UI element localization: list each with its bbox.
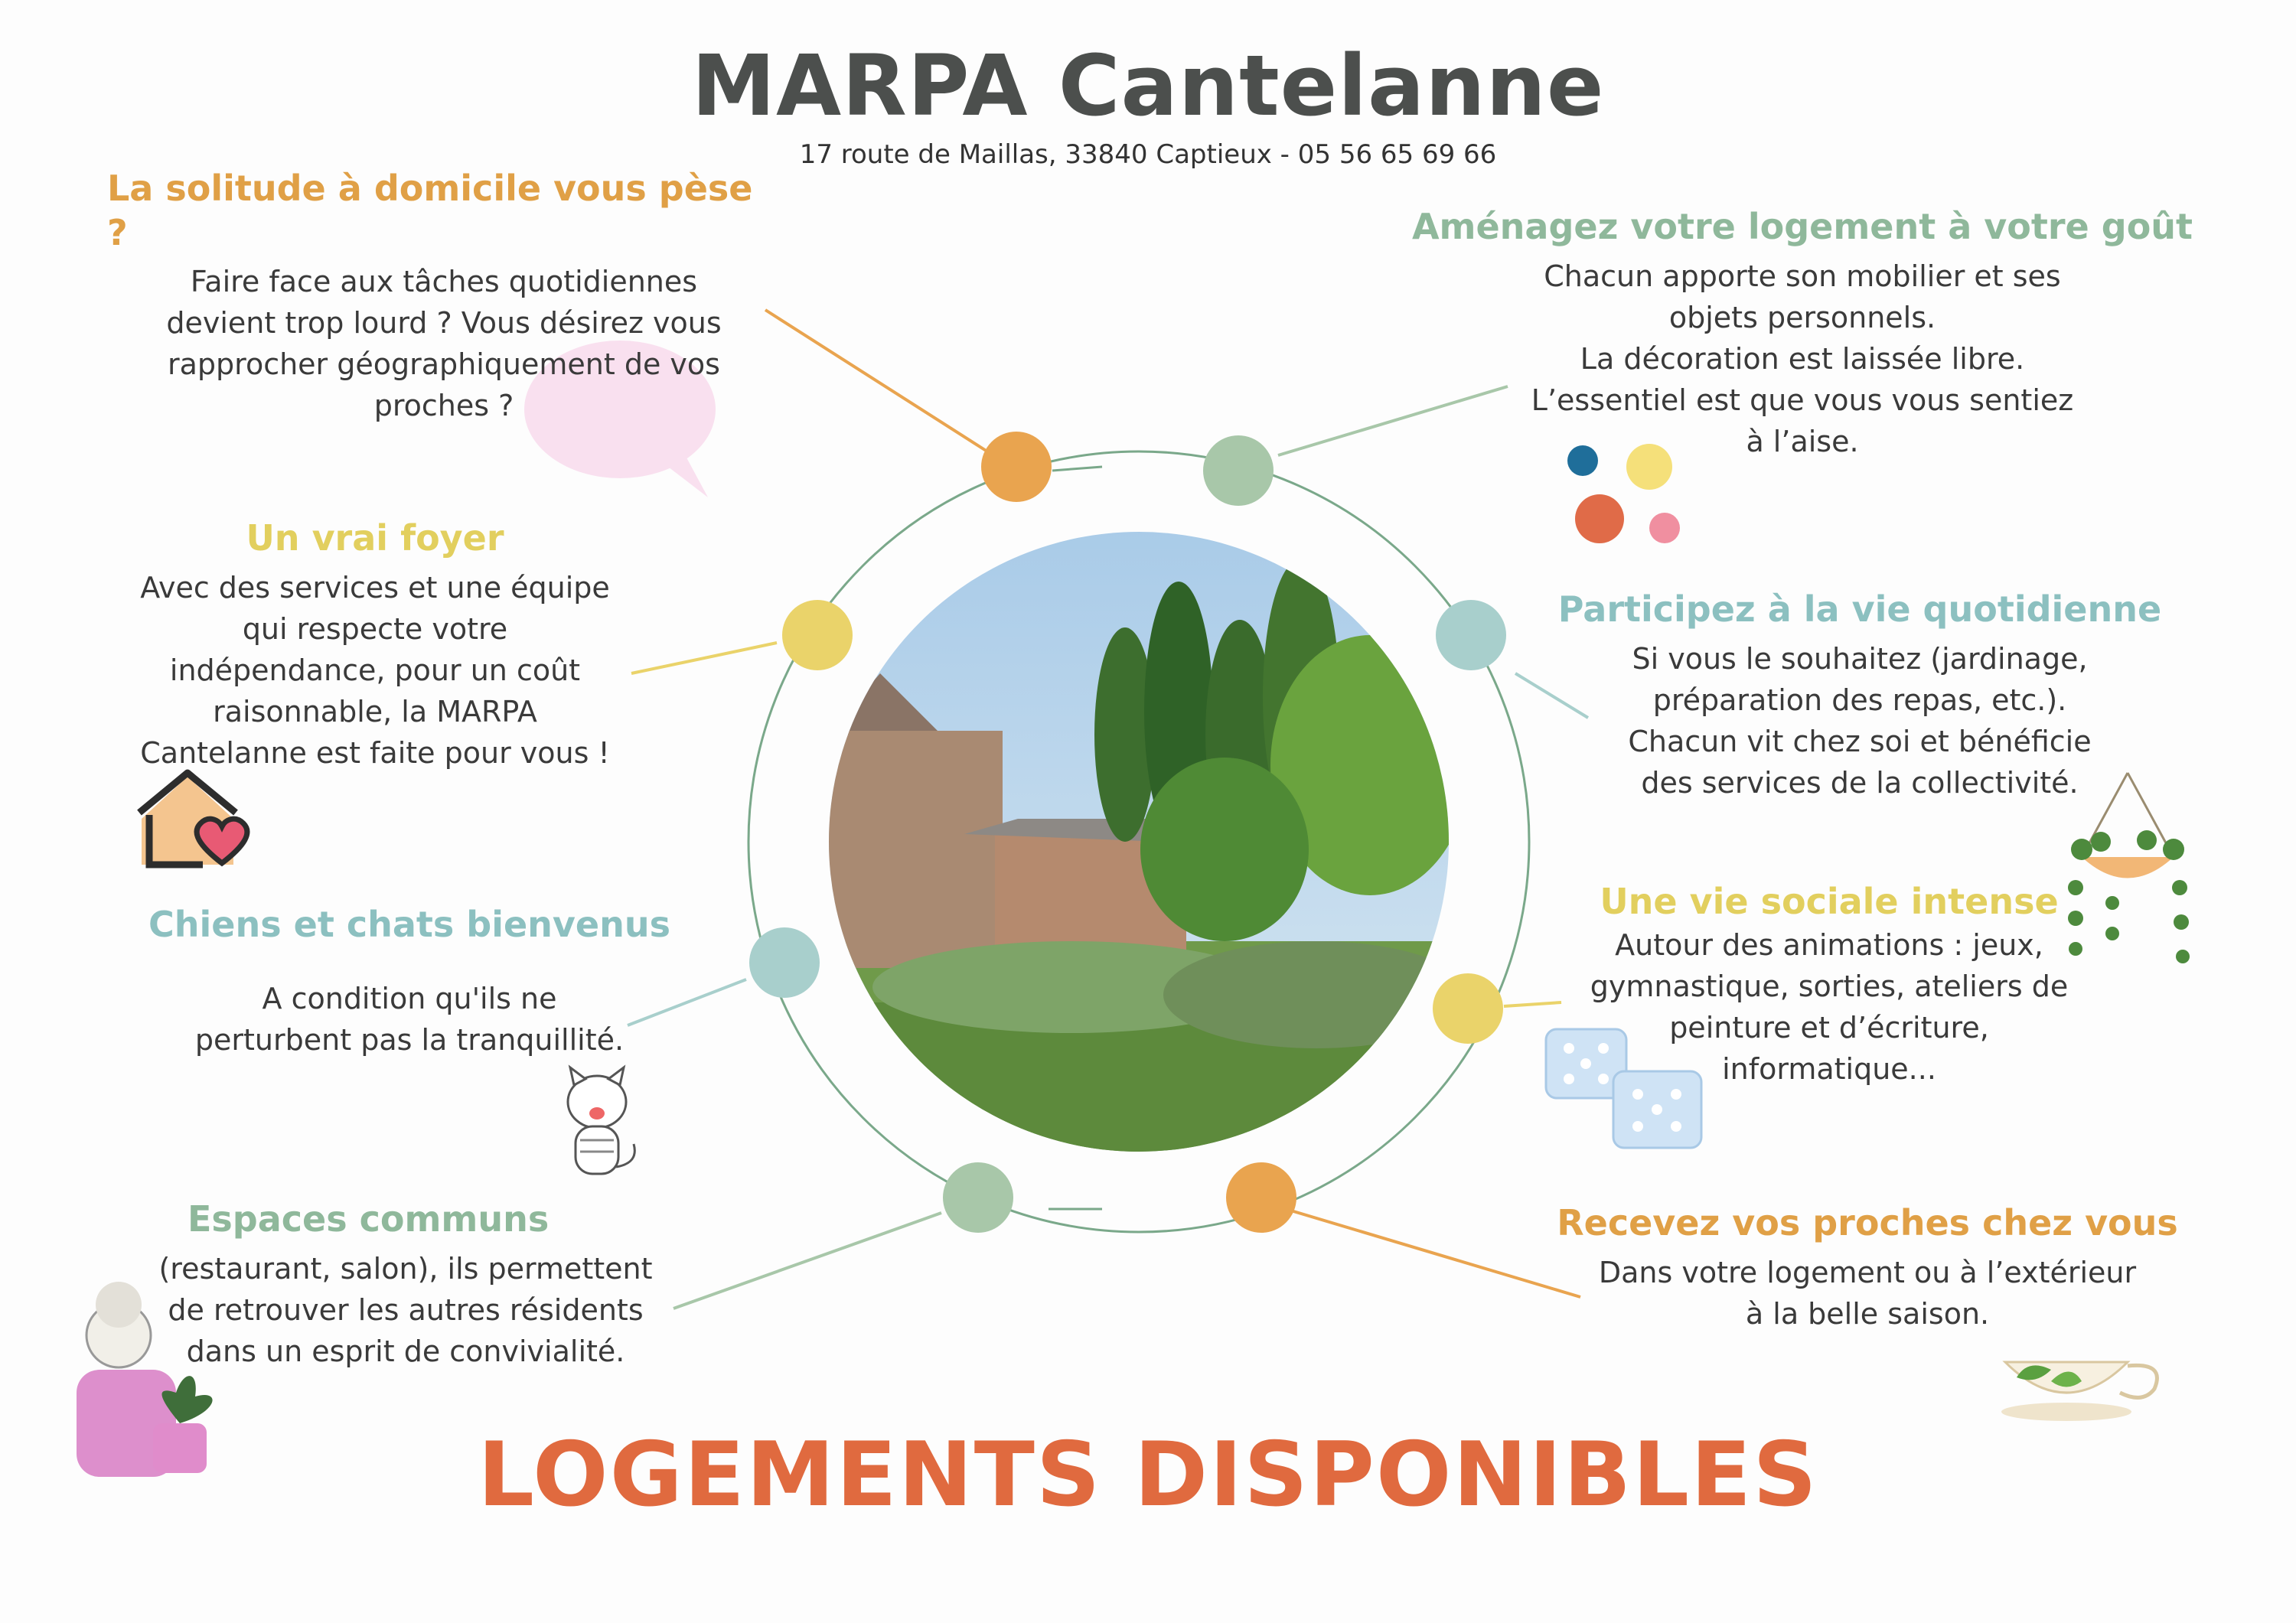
node-sociale (1433, 973, 1503, 1044)
line: qui respecte votre (242, 611, 508, 646)
line: (restaurant, salon), ils permettent (158, 1251, 653, 1286)
section-solitude (107, 167, 781, 426)
line: A condition qu'ils ne (262, 981, 557, 1015)
section-heading: Espaces communs (188, 1198, 550, 1240)
line: indépendance, pour un coût (169, 653, 581, 687)
line: gymnastique, sorties, ateliers de (1590, 969, 2069, 1003)
line: à l’aise. (1746, 424, 1859, 458)
section-heading: Participez à la vie quotidienne (1557, 588, 2162, 630)
line: informatique... (1722, 1051, 1936, 1086)
line: raisonnable, la MARPA (213, 694, 537, 728)
line: devient trop lourd ? Vous désirez vous (166, 306, 722, 340)
line: objets personnels. (1668, 300, 1936, 334)
section-foyer (92, 517, 658, 774)
line: Chacun vit chez soi et bénéficie (1628, 724, 2092, 758)
line: proches ? (373, 389, 514, 422)
home-heart-icon (139, 773, 247, 865)
line: des services de la collectivité. (1641, 765, 2079, 800)
line: Avec des services et une équipe (140, 570, 610, 605)
section-amenagez (1401, 205, 2204, 462)
page-title: MARPA Cantelanne (691, 37, 1605, 135)
line: à la belle saison. (1745, 1296, 1990, 1331)
line: préparation des repas, etc.). (1652, 683, 2067, 717)
section-heading: Une vie sociale intense (1600, 881, 2059, 922)
address: 17 route de Maillas, 33840 Captieux - 05 56 65 69 66 (799, 139, 1497, 170)
node-participez (1436, 600, 1506, 670)
line: dans un esprit de convivialité. (186, 1334, 625, 1368)
node-recevez (1226, 1162, 1296, 1233)
node-animaux (749, 927, 820, 998)
cat-icon (568, 1067, 634, 1174)
section-recevez (1523, 1201, 2212, 1335)
node-amenagez (1203, 435, 1274, 506)
footer-banner: LOGEMENTS DISPONIBLES (478, 1423, 1818, 1527)
section-heading: Chiens et chats bienvenus (148, 904, 670, 945)
line: de retrouver les autres résidents (168, 1292, 644, 1327)
section-animaux (115, 903, 704, 1061)
line: Chacun apporte son mobilier et ses (1544, 259, 2061, 293)
node-espaces (943, 1162, 1013, 1233)
section-participez (1538, 588, 2181, 803)
building-photo (827, 528, 1469, 1155)
line: Autour des animations : jeux, (1615, 927, 2043, 962)
section-heading: La solitude à domicile vous pèse ? (107, 168, 753, 253)
section-heading: Un vrai foyer (246, 517, 504, 559)
node-solitude (981, 432, 1052, 502)
section-heading: Aménagez votre logement à votre goût (1411, 206, 2193, 247)
line: L’essentiel est que vous vous sentiez (1531, 383, 2074, 417)
section-espaces (130, 1198, 681, 1372)
section-sociale (1561, 880, 2097, 1090)
line: Cantelanne est faite pour vous ! (140, 735, 610, 770)
section-heading: Recevez vos proches chez vous (1557, 1202, 2178, 1243)
line: peinture et d’écriture, (1669, 1010, 1989, 1045)
line: Faire face aux tâches quotidiennes (190, 265, 698, 298)
node-foyer (782, 600, 853, 670)
line: rapprocher géographiquement de vos (168, 347, 720, 381)
tea-cup-icon (2001, 1362, 2157, 1421)
line: La décoration est laissée libre. (1580, 341, 2025, 376)
line: perturbent pas la tranquillité. (194, 1022, 625, 1057)
line: Dans votre logement ou à l’extérieur (1598, 1255, 2137, 1289)
line: Si vous le souhaitez (jardinage, (1632, 641, 2088, 676)
